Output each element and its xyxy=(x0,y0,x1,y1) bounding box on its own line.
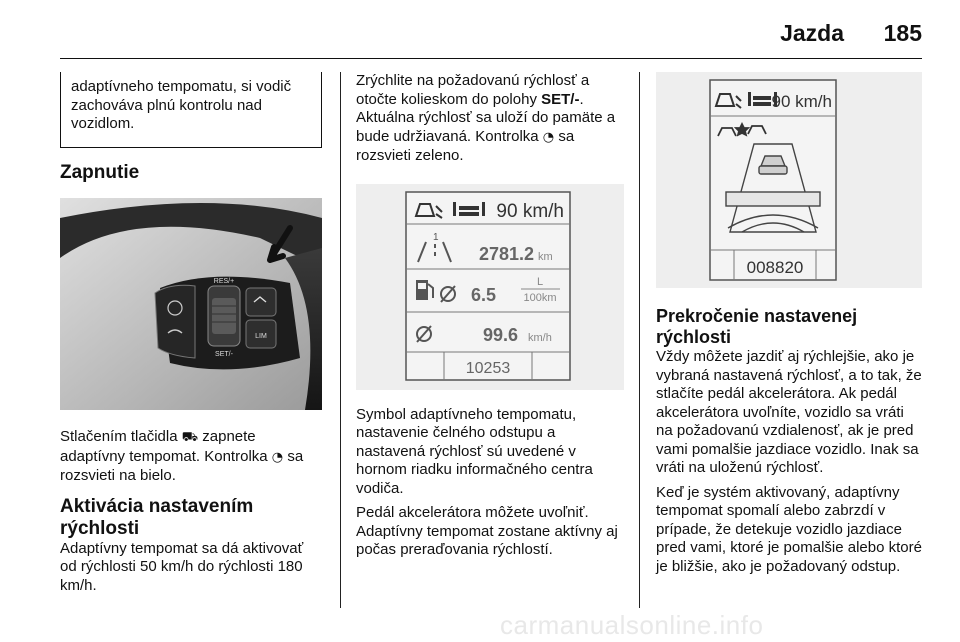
consumption-unit-top: L xyxy=(536,275,544,288)
para-symbol: Symbol adaptívneho tempomatu, nastavenie čelného odstupu a nastavená rýchlosť sú uvedené v hornom riadku informačného centra vodiča. xyxy=(356,405,593,497)
set-speed-readout-2: 90 km/h xyxy=(771,92,832,111)
acc-symbol-icon: ⛟ xyxy=(181,430,199,445)
column-divider-1 xyxy=(340,72,341,608)
column-divider-2 xyxy=(639,72,640,608)
driver-info-display-2 xyxy=(656,72,922,288)
header-rule xyxy=(60,58,922,59)
heading-aktivacia: Aktivácia nastavením rýchlosti xyxy=(60,495,254,539)
acc-button[interactable] xyxy=(246,288,276,316)
page-number: 185 xyxy=(883,20,922,46)
avg-speed-unit: km/h xyxy=(528,331,552,344)
set-label: SET/- xyxy=(215,351,233,358)
avg-speed: 99.6 xyxy=(482,324,518,345)
para-system: Keď je systém aktivovaný, adaptívny tempomat spomalí alebo zabrzdí v prípade, že detekuje vozidlo jazdiace pred vami, ktoré je pomalšie alebo ktoré je bližšie, ako je požadovaný odstup. xyxy=(656,483,922,575)
lim-label: LIM xyxy=(255,333,267,340)
steering-wheel-photo xyxy=(60,198,322,410)
page-section-title: Jazda xyxy=(780,20,844,46)
para-pedal: Pedál akcelerátora môžete uvoľniť. Adaptívny tempomat zostane aktívny aj počas preraďovania rýchlostí. xyxy=(356,504,618,558)
odometer: 10253 xyxy=(465,359,511,377)
para-set-b: . Aktuálna rýchlosť sa uloží do pamäte a bude udržiavaná. Kontrolka xyxy=(356,90,616,145)
odometer-2: 008820 xyxy=(746,258,804,277)
column-2 xyxy=(356,72,624,560)
note-box xyxy=(60,72,322,148)
para-prekrocenie: Vždy môžete jazdiť aj rýchlejšie, ako je vybraná nastavená rýchlosť, a to tak, že stlačíte pedál akcelerátora. Ak pedál akcelerátora uvoľníte, vozidlo sa vráti na požadovanú vzdialenosť, ak je pred vami pomalšie jazdiace vozidlo. Inak sa vráti na uloženú rýchlosť. xyxy=(656,348,922,476)
para-zapnutie-c: sa rozsvieti na bielo. xyxy=(60,447,304,484)
trip-distance: 2781.2 xyxy=(478,243,534,264)
driver-info-display-1 xyxy=(356,184,624,390)
para-set-c: sa rozsvieti zeleno. xyxy=(356,127,575,164)
avg-consumption: 6.5 xyxy=(470,284,496,305)
para-zapnutie-a: Stlačením tlačidla xyxy=(60,428,178,445)
set-speed-readout: 90 km/h xyxy=(496,200,564,222)
column-3 xyxy=(656,72,922,576)
watermark: carmanualsonline.info xyxy=(500,610,764,640)
heading-zapnutie: Zapnutie xyxy=(60,162,140,183)
para-set-a: Zrýchlite na požadovanú rýchlosť a otočte kolieskom do polohy xyxy=(356,72,590,108)
trip-index: 1 xyxy=(433,231,439,243)
set-minus-label: SET/- xyxy=(541,90,580,108)
heading-prekrocenie: Prekročenie nastavenej rýchlosti xyxy=(656,306,858,347)
page-header xyxy=(60,14,922,56)
cruise-indicator-icon: ◔ xyxy=(271,449,284,465)
cruise-indicator-icon-2: ◔ xyxy=(542,129,555,145)
para-aktivacia: Adaptívny tempomat sa dá aktivovať od rýchlosti 50 km/h do rýchlosti 180 km/h. xyxy=(60,539,304,594)
column-1 xyxy=(60,72,322,595)
res-label: RES/+ xyxy=(213,278,235,285)
consumption-unit-bottom: 100km xyxy=(523,291,557,304)
note-text: adaptívneho tempomatu, si vodič zachováva plnú kontrolu nad vozidlom. xyxy=(71,78,292,132)
para-zapnutie xyxy=(60,428,322,486)
trip-distance-unit: km xyxy=(538,250,553,263)
para-zapnutie-b: zapnete adaptívny tempomat. Kontrolka xyxy=(60,428,268,465)
para-set xyxy=(356,72,624,166)
